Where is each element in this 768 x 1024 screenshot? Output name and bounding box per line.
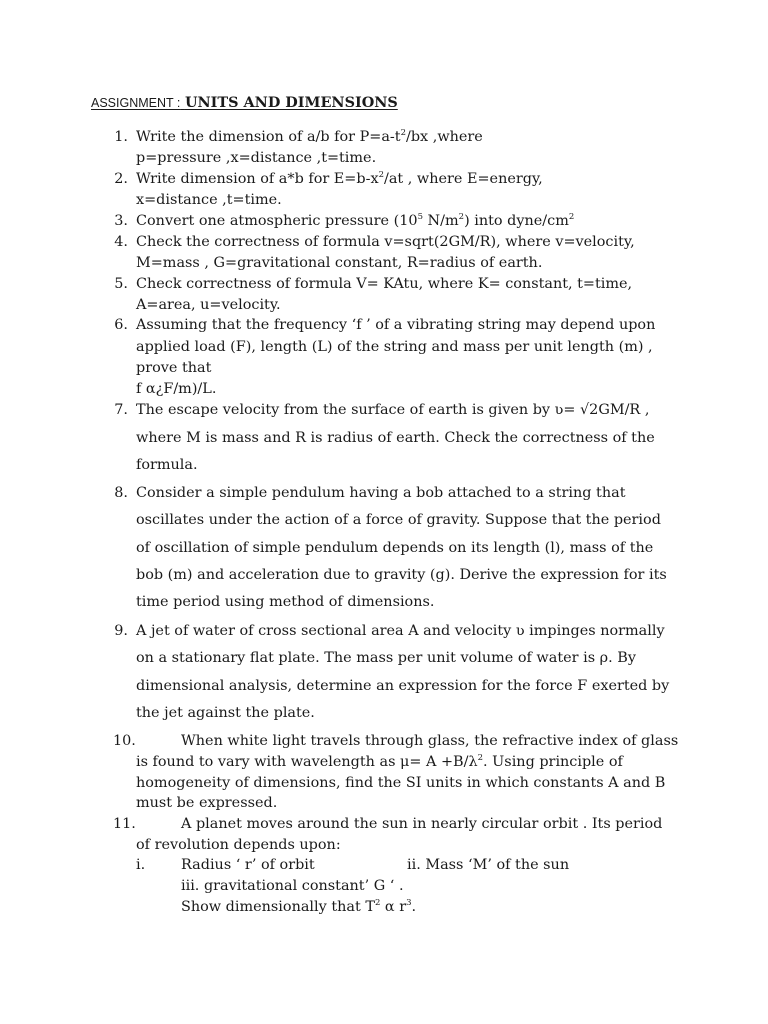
question-2-line-2: x=distance ,t=time. [136,192,282,208]
question-4-line-2: M=mass , G=gravitational constant, R=radius of earth. [136,255,543,271]
question-5-line-2: A=area, u=velocity. [136,297,281,313]
title-prefix: ASSIGNMENT : [91,96,181,110]
question-9-line-2: on a stationary flat plate. The mass per unit volume of water is ρ. By [136,650,636,666]
question-11-subitem-ii: ii. Mass ‘M’ of the sun [407,857,570,873]
question-11-subitem-number: i. [136,857,146,873]
question-8-line-2: oscillates under the action of a force of gravity. Suppose that the period [136,512,661,528]
question-6-line-4: f α¿F/m)/L. [136,381,217,397]
question-8-line-1: Consider a simple pendulum having a bob attached to a string that [136,485,626,501]
question-9-number: 9. [114,623,128,639]
question-7-line-3: formula. [136,457,198,473]
question-4-number: 4. [114,234,128,250]
question-9-line-4: the jet against the plate. [136,705,315,721]
question-3-line-1: Convert one atmospheric pressure ($10^5$ $N/m^2$) into dyne/$cm^2$ [136,212,575,229]
question-4-line-1: Check the correctness of formula v=sqrt(2GM/R), where v=velocity, [136,234,635,250]
question-1-line-2: p=pressure ,x=distance ,t=time. [136,150,377,166]
question-2-line-1: Write dimension of a*b for $E=b-x^2/at$ , where E=energy, [136,170,543,187]
question-10-line-4: must be expressed. [136,795,278,811]
question-7-line-1: The escape velocity from the surface of earth is given by ʋ= √2GM/R , [136,402,650,418]
question-10-line-3: homogeneity of dimensions, find the SI units in which constants A and B [136,775,666,791]
question-9-line-1: A jet of water of cross sectional area A and velocity ʋ impinges normally [136,623,665,639]
question-2-number: 2. [114,171,128,187]
title-main: UNITS AND DIMENSIONS [184,94,398,111]
question-1-line-1: Write the dimension of a/b for $P=a-t^2/bx$ ,where [136,128,483,145]
question-1-number: 1. [114,129,128,145]
question-11-subitem-iii: iii. gravitational constant’ G ‘ . [181,878,404,894]
question-9-line-3: dimensional analysis, determine an expression for the force F exerted by [136,678,670,694]
question-11-subitem-i: Radius ‘ r’ of orbit [181,857,315,873]
question-8-line-5: time period using method of dimensions. [136,594,435,610]
question-6-line-3: prove that [136,360,212,376]
question-10-line-1: When white light travels through glass, the refractive index of glass [181,733,679,749]
question-6-line-1: Assuming that the frequency ‘f ’ of a vibrating string may depend upon [136,317,656,333]
question-10-number: 10. [113,733,136,749]
question-7-line-2: where M is mass and R is radius of earth. Check the correctness of the [136,430,655,446]
question-8-line-3: of oscillation of simple pendulum depends on its length (l), mass of the [136,540,654,556]
question-8-line-4: bob (m) and acceleration due to gravity (g). Derive the expression for its [136,567,667,583]
question-11-line-2: of revolution depends upon: [136,837,341,853]
question-5-line-1: Check correctness of formula V= KAtu, where K= constant, t=time, [136,276,633,292]
question-8-number: 8. [114,485,128,501]
question-11-conclusion: Show dimensionally that $T^2$ α $r^3$. [181,898,417,915]
question-3-number: 3. [114,213,128,229]
assignment-title [91,94,398,111]
question-6-line-2: applied load (F), length (L) of the string and mass per unit length (m) , [136,339,653,355]
question-7-number: 7. [114,402,128,418]
question-11-line-1: A planet moves around the sun in nearly circular orbit . Its period [181,816,663,832]
question-10-line-2: is found to vary with wavelength as $\mu= A +B/\lambda^2$. Using principle of [136,753,623,770]
question-6-number: 6. [114,317,128,333]
question-11-number: 11. [113,816,136,832]
question-5-number: 5. [114,276,128,292]
